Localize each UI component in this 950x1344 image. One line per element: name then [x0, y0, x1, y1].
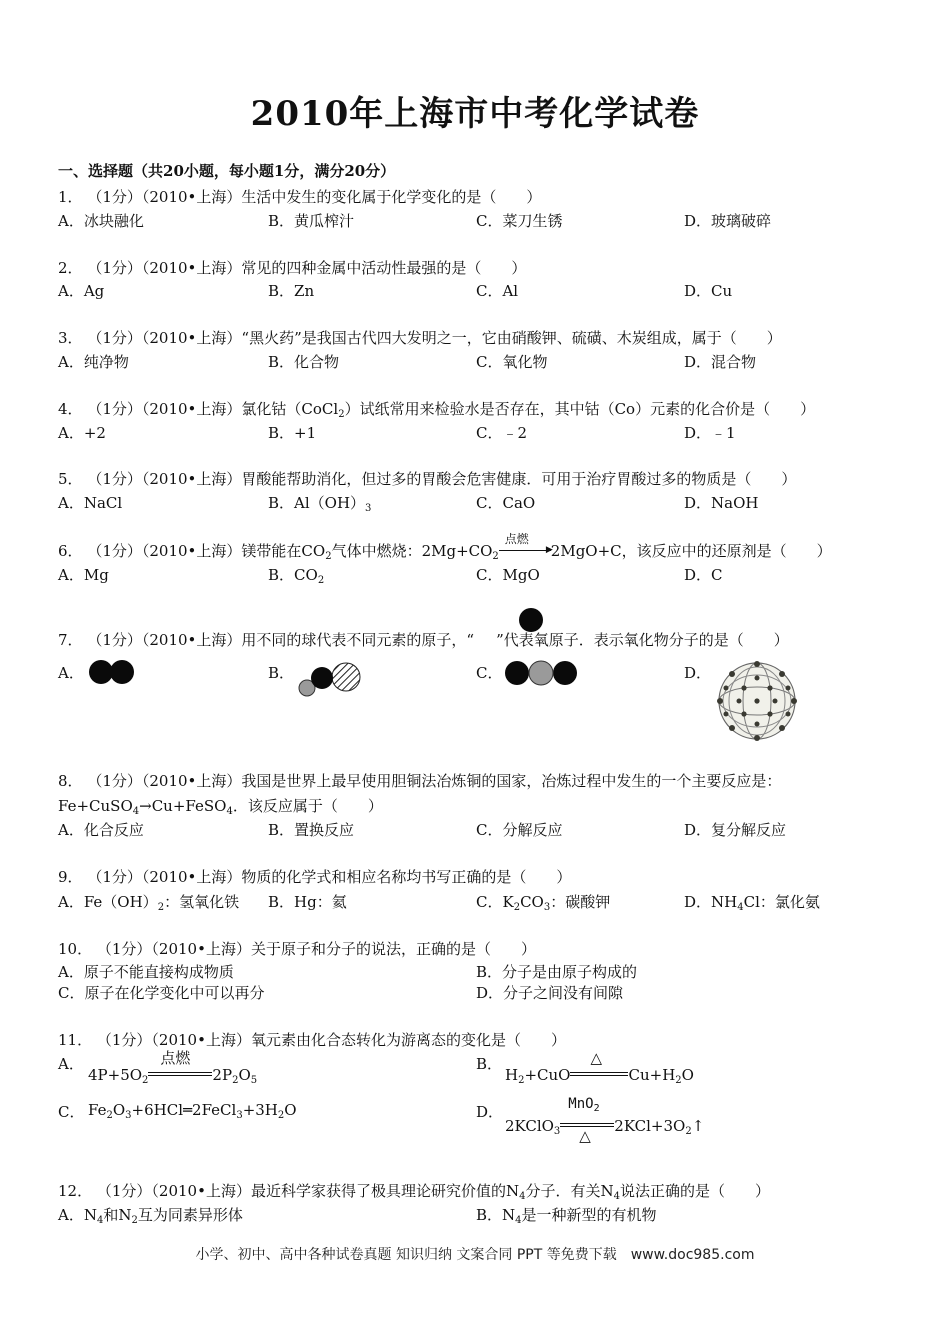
exam-title: 2010年上海市中考化学试卷 [250, 94, 700, 134]
q7-option-a: A． [58, 664, 84, 682]
q5-option-d: D．NaOH [684, 494, 759, 512]
q7-option-b: B． [268, 664, 295, 682]
q1-option-d: D．玻璃破碎 [684, 212, 772, 230]
q4-option-a: A．+2 [58, 424, 106, 442]
molecule-c-icon [504, 658, 580, 690]
q9-option-a: A．$Fe(OH)_2$：氢氧化铁 [58, 893, 240, 913]
question-number: 3． [58, 329, 83, 347]
question-3 [58, 327, 782, 348]
q7-option-c: C． [476, 664, 503, 682]
q10-option-a: A．原子不能直接构成物质 [58, 963, 234, 981]
question-number: 6． [58, 542, 83, 560]
question-stem: 氯化钴（CoCl [241, 400, 339, 418]
equation-b: $H_2+CuO$ △ $Cu+H_2O$ [505, 1049, 694, 1086]
heat-symbol-icon: △ [579, 1127, 591, 1145]
subscript: 2 [338, 409, 345, 420]
question-number: 1． [58, 188, 83, 206]
question-7: 7． （1分）（2010•上海）用不同的球代表不同元素的原子，“ ”代表氧原子．表示氧化物分子的是（ ） [58, 631, 789, 649]
question-number: 10． [58, 940, 93, 958]
question-source: （1分）（2010•上海） [87, 470, 242, 488]
q6-option-d: D．C [684, 566, 723, 584]
reaction-condition: 点燃 [504, 532, 529, 546]
section-heading: 一、选择题（共20小题，每小题1分，满分20分） [58, 162, 396, 180]
question-12: 12． （1分）（2010•上海）最近科学家获得了极具理论研究价值的$N_4$分子．有关$N_4$说法正确的是（ ） [58, 1182, 770, 1202]
question-source: （1分）（2010•上海） [87, 868, 242, 886]
q6-option-a: A．Mg [58, 566, 109, 584]
reaction-arrow: 点燃 ▶ [499, 540, 551, 556]
question-10: 10． （1分）（2010•上海）关于原子和分子的说法，正确的是（ ） [58, 940, 536, 958]
q3-option-d: D．混合物 [684, 353, 757, 371]
question-source: （1分）（2010•上海） [87, 329, 242, 347]
q11-option-d: D． [476, 1103, 504, 1121]
question-number: 2． [58, 259, 83, 277]
q8-option-a: A．化合反应 [58, 821, 144, 839]
question-4 [58, 398, 815, 420]
q7-option-d: D． [684, 664, 712, 682]
q4-option-c: C．﹣2 [476, 424, 528, 442]
question-stem: ）试纸常用来检验水是否存在，其中钴（Co）元素的化合价是（ ） [344, 400, 816, 418]
question-11: 11． （1分）（2010•上海）氧元素由化合态转化为游离态的变化是（ ） [58, 1031, 566, 1049]
question-number: 7． [58, 631, 83, 649]
q3-option-a: A．纯净物 [58, 353, 129, 371]
q8-option-c: C．分解反应 [476, 821, 563, 839]
question-8-line-2: Fe+CuSO$_4$→Cu+FeSO$_4$．该反应属于（ ） [58, 797, 383, 817]
fullerene-molecule-icon [712, 660, 802, 742]
q10-option-c: C．原子在化学变化中可以再分 [58, 984, 265, 1002]
q8-option-d: D．复分解反应 [684, 821, 787, 839]
question-number: 12． [58, 1182, 93, 1200]
q5-option-b: B．$Al(OH)_3$ [268, 494, 372, 514]
question-source: （1分）（2010•上海） [96, 1182, 251, 1200]
molecule-a-icon [88, 656, 138, 688]
question-number: 4． [58, 400, 83, 418]
question-1 [58, 186, 541, 207]
equation-c: $Fe_2O_3+6HCl═2FeCl_3+3H_2O$ [88, 1101, 297, 1121]
question-number: 5． [58, 470, 83, 488]
q1-option-c: C．菜刀生锈 [476, 212, 563, 230]
question-number: 11． [58, 1031, 93, 1049]
q11-option-a: A． [58, 1055, 84, 1073]
q10-option-d: D．分子之间没有间隙 [476, 984, 624, 1002]
q11-option-b: B． [476, 1055, 503, 1073]
question-8: 8． （1分）（2010•上海）我国是世界上最早使用胆铜法冶炼铜的国家，冶炼过程中发生的一个主要反应是： [58, 772, 782, 790]
question-source: （1分）（2010•上海） [87, 631, 242, 649]
q2-option-d: D．Cu [684, 282, 733, 300]
q6-option-b: B．$CO_2$ [268, 566, 325, 586]
q3-option-c: C．氧化物 [476, 353, 548, 371]
question-stem: 常见的四种金属中活动性最强的是（ ） [241, 259, 527, 277]
q10-option-b: B．分子是由原子构成的 [476, 963, 638, 981]
question-9: 9． （1分）（2010•上海）物质的化学式和相应名称均书写正确的是（ ） [58, 868, 572, 886]
question-stem: 生活中发生的变化属于化学变化的是（ ） [241, 188, 542, 206]
molecule-b-icon [296, 658, 366, 700]
q2-option-b: B．Zn [268, 282, 315, 300]
equation-a: $4P+5O_2$ 点燃 $2P_2O_5$ [88, 1049, 258, 1086]
question-2 [58, 257, 526, 278]
question-source: （1分）（2010•上海） [87, 542, 242, 560]
question-source: （1分）（2010•上海） [87, 772, 242, 790]
q1-option-b: B．黄瓜榨汁 [268, 212, 355, 230]
q9-option-d: D．$NH_4Cl$：氯化氨 [684, 893, 820, 913]
question-source: （1分）（2010•上海） [87, 400, 242, 418]
q11-option-c: C． [58, 1103, 85, 1121]
question-number: 9． [58, 868, 83, 886]
q4-option-d: D．﹣1 [684, 424, 736, 442]
question-5 [58, 468, 796, 489]
q4-option-b: B．+1 [268, 424, 317, 442]
q5-option-c: C．CaO [476, 494, 536, 512]
question-stem: “黑火药”是我国古代四大发明之一，它由硝酸钾、硫磺、木炭组成，属于（ ） [241, 329, 782, 347]
question-stem: 胃酸能帮助消化，但过多的胃酸会危害健康．可用于治疗胃酸过多的物质是（ ） [241, 470, 797, 488]
question-source: （1分）（2010•上海） [87, 259, 242, 277]
question-source: （1分）（2010•上海） [96, 940, 251, 958]
q5-option-a: A．NaCl [58, 494, 123, 512]
reaction-condition: 点燃 [160, 1049, 191, 1067]
q2-option-c: C．Al [476, 282, 519, 300]
q1-option-a: A．冰块融化 [58, 212, 144, 230]
heat-symbol-icon: △ [590, 1049, 603, 1067]
q3-option-b: B．化合物 [268, 353, 340, 371]
question-6: 6． （1分）（2010•上海）镁带能在$CO_2$气体中燃烧：$2Mg+CO_2$ 点燃 ▶ 2MgO+C，该反应中的还原剂是（ ） [58, 532, 832, 562]
q12-option-b: B．$N_4$是一种新型的有机物 [476, 1206, 657, 1226]
question-number: 8． [58, 772, 83, 790]
q8-option-b: B．置换反应 [268, 821, 355, 839]
q6-option-c: C．MgO [476, 566, 540, 584]
q9-option-b: B．Hg：氦 [268, 893, 347, 911]
q9-option-c: C．$K_2CO_3$：碳酸钾 [476, 893, 611, 913]
footer-text: 小学、初中、高中各种试卷真题 知识归纳 文案合同 PPT 等免费下载 www.doc985.com [195, 1247, 755, 1263]
question-source: （1分）（2010•上海） [96, 1031, 251, 1049]
q2-option-a: A．Ag [58, 282, 105, 300]
q12-option-a: A．$N_4$和$N_2$互为同素异形体 [58, 1206, 243, 1226]
equation-d: 2KClO$_3$ MnO$_2$ △ $2KCl+3O_2↑$ [505, 1096, 705, 1145]
catalyst-label: MnO$_2$ [568, 1096, 600, 1114]
question-source: （1分）（2010•上海） [87, 188, 242, 206]
